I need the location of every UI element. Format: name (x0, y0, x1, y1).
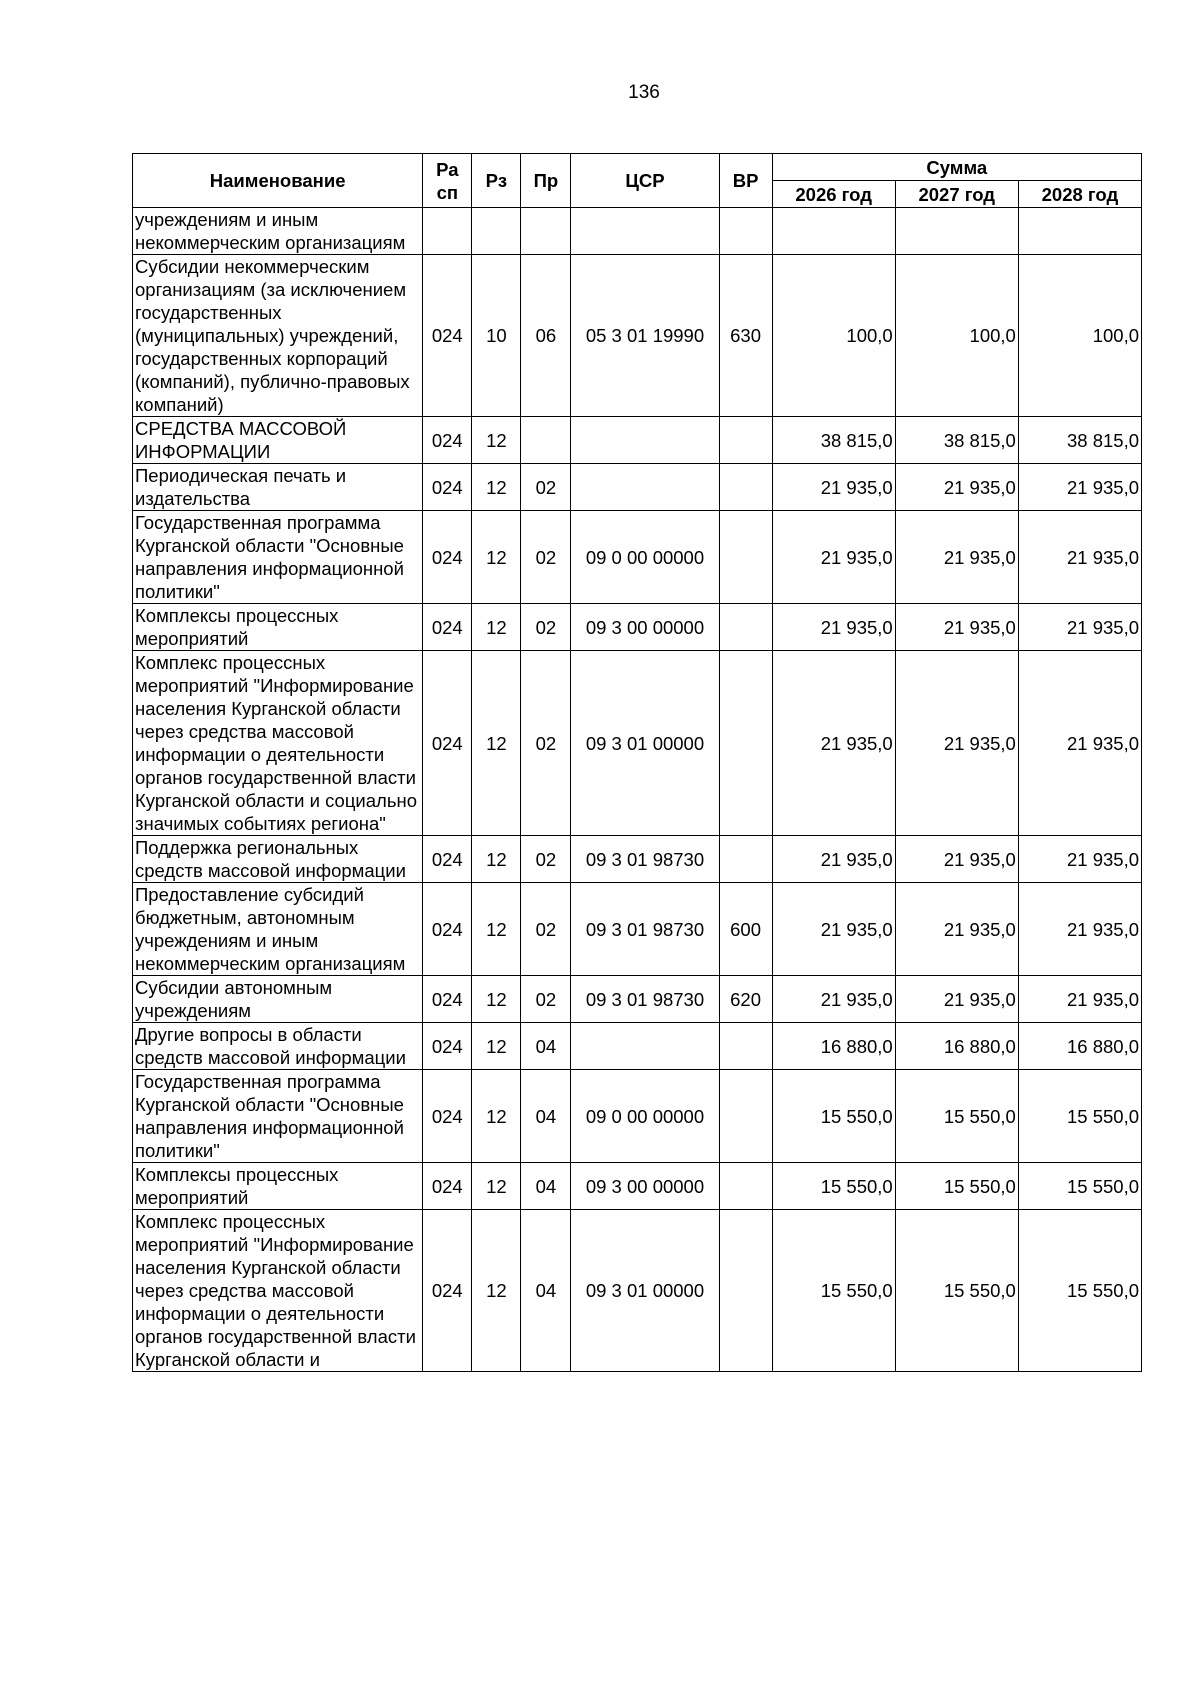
cell-rz: 12 (472, 976, 521, 1023)
cell-vr (719, 511, 772, 604)
cell-sum-2026: 21 935,0 (772, 651, 895, 836)
cell-vr (719, 464, 772, 511)
table-row (133, 1070, 1142, 1163)
cell-name: Субсидии некоммерческим организациям (за исключением государственных (муниципальных) учреждений, государственных корпораций (компаний), публично-правовых компаний) (133, 255, 423, 417)
cell-rz: 10 (472, 255, 521, 417)
cell-rz: 12 (472, 1163, 521, 1210)
cell-sum-2027: 21 935,0 (895, 836, 1018, 883)
header-rz: Рз (472, 154, 521, 208)
cell-name: Комплексы процессных мероприятий (133, 1163, 423, 1210)
header-year-2028: 2028 год (1018, 181, 1141, 208)
cell-csr: 09 0 00 00000 (571, 1070, 719, 1163)
table-row (133, 1023, 1142, 1070)
cell-rasp: 024 (423, 1163, 472, 1210)
cell-sum-2028: 38 815,0 (1018, 417, 1141, 464)
cell-sum-2026: 15 550,0 (772, 1070, 895, 1163)
cell-rasp: 024 (423, 417, 472, 464)
cell-csr: 09 3 01 98730 (571, 836, 719, 883)
cell-sum-2028: 21 935,0 (1018, 604, 1141, 651)
cell-vr (719, 1070, 772, 1163)
cell-name: Комплекс процессных мероприятий "Информирование населения Курганской области через средства массовой информации о деятельности органов государственной власти Курганской области и (133, 1210, 423, 1372)
cell-csr (571, 1023, 719, 1070)
cell-rasp: 024 (423, 511, 472, 604)
cell-sum-2028: 21 935,0 (1018, 511, 1141, 604)
cell-vr: 630 (719, 255, 772, 417)
cell-pr: 04 (521, 1163, 571, 1210)
cell-vr (719, 836, 772, 883)
table-body (133, 208, 1142, 1372)
cell-sum-2027: 21 935,0 (895, 976, 1018, 1023)
table-row (133, 511, 1142, 604)
cell-vr (719, 417, 772, 464)
cell-pr (521, 208, 571, 255)
cell-sum-2026: 21 935,0 (772, 604, 895, 651)
header-name: Наименование (133, 154, 423, 208)
cell-rasp: 024 (423, 976, 472, 1023)
cell-sum-2027: 21 935,0 (895, 464, 1018, 511)
header-pr: Пр (521, 154, 571, 208)
cell-vr (719, 1210, 772, 1372)
cell-rz: 12 (472, 604, 521, 651)
cell-sum-2028: 15 550,0 (1018, 1070, 1141, 1163)
cell-name: Государственная программа Курганской области "Основные направления информационной политики" (133, 511, 423, 604)
cell-csr: 09 3 01 00000 (571, 1210, 719, 1372)
cell-name: Комплексы процессных мероприятий (133, 604, 423, 651)
cell-sum-2027: 21 935,0 (895, 883, 1018, 976)
cell-sum-2026: 21 935,0 (772, 883, 895, 976)
cell-rz: 12 (472, 1070, 521, 1163)
header-sum: Сумма (772, 154, 1141, 181)
cell-rasp: 024 (423, 604, 472, 651)
cell-sum-2027: 15 550,0 (895, 1210, 1018, 1372)
cell-rasp: 024 (423, 464, 472, 511)
cell-sum-2028: 15 550,0 (1018, 1210, 1141, 1372)
cell-sum-2027: 15 550,0 (895, 1070, 1018, 1163)
cell-csr (571, 417, 719, 464)
cell-sum-2028: 21 935,0 (1018, 464, 1141, 511)
cell-csr: 09 3 01 98730 (571, 883, 719, 976)
cell-vr (719, 208, 772, 255)
cell-name: Поддержка региональных средств массовой информации (133, 836, 423, 883)
cell-rz: 12 (472, 1210, 521, 1372)
cell-pr: 02 (521, 604, 571, 651)
table-row (133, 604, 1142, 651)
cell-sum-2028: 21 935,0 (1018, 883, 1141, 976)
table-row (133, 1163, 1142, 1210)
cell-sum-2027: 100,0 (895, 255, 1018, 417)
cell-csr: 09 3 01 00000 (571, 651, 719, 836)
cell-rasp: 024 (423, 1070, 472, 1163)
table-row (133, 1210, 1142, 1372)
cell-csr (571, 464, 719, 511)
cell-rz: 12 (472, 1023, 521, 1070)
cell-vr: 620 (719, 976, 772, 1023)
cell-pr: 06 (521, 255, 571, 417)
cell-vr (719, 604, 772, 651)
cell-pr: 04 (521, 1023, 571, 1070)
cell-sum-2027: 21 935,0 (895, 651, 1018, 836)
cell-sum-2028: 21 935,0 (1018, 836, 1141, 883)
cell-rasp: 024 (423, 255, 472, 417)
table-row (133, 651, 1142, 836)
header-vr: ВР (719, 154, 772, 208)
cell-vr (719, 1023, 772, 1070)
cell-sum-2026: 21 935,0 (772, 464, 895, 511)
cell-csr: 09 3 01 98730 (571, 976, 719, 1023)
cell-name: СРЕДСТВА МАССОВОЙ ИНФОРМАЦИИ (133, 417, 423, 464)
cell-pr: 02 (521, 651, 571, 836)
cell-sum-2028 (1018, 208, 1141, 255)
cell-pr: 02 (521, 836, 571, 883)
table-row (133, 417, 1142, 464)
cell-sum-2026: 100,0 (772, 255, 895, 417)
cell-name: Предоставление субсидий бюджетным, автономным учреждениям и иным некоммерческим организациям (133, 883, 423, 976)
cell-sum-2028: 15 550,0 (1018, 1163, 1141, 1210)
table-row (133, 883, 1142, 976)
cell-name: Субсидии автономным учреждениям (133, 976, 423, 1023)
cell-sum-2026: 15 550,0 (772, 1210, 895, 1372)
cell-sum-2027: 16 880,0 (895, 1023, 1018, 1070)
cell-sum-2026: 16 880,0 (772, 1023, 895, 1070)
table-row (133, 976, 1142, 1023)
header-csr: ЦСР (571, 154, 719, 208)
cell-sum-2026 (772, 208, 895, 255)
cell-csr: 09 0 00 00000 (571, 511, 719, 604)
cell-rz (472, 208, 521, 255)
cell-name: Периодическая печать и издательства (133, 464, 423, 511)
cell-sum-2027: 21 935,0 (895, 604, 1018, 651)
cell-pr: 02 (521, 511, 571, 604)
cell-csr: 05 3 01 19990 (571, 255, 719, 417)
cell-sum-2026: 21 935,0 (772, 511, 895, 604)
cell-pr: 02 (521, 464, 571, 511)
cell-rasp: 024 (423, 883, 472, 976)
cell-sum-2026: 21 935,0 (772, 976, 895, 1023)
cell-rz: 12 (472, 417, 521, 464)
page-number: 136 (628, 82, 660, 103)
cell-pr: 02 (521, 976, 571, 1023)
cell-name: Комплекс процессных мероприятий "Информирование населения Курганской области через средства массовой информации о деятельности органов государственной власти Курганской области и социально значимых событиях региона" (133, 651, 423, 836)
cell-name: Государственная программа Курганской области "Основные направления информационной политики" (133, 1070, 423, 1163)
header-rasp: Ра сп (423, 154, 472, 208)
header-year-2027: 2027 год (895, 181, 1018, 208)
cell-sum-2028: 16 880,0 (1018, 1023, 1141, 1070)
cell-pr: 04 (521, 1210, 571, 1372)
cell-csr (571, 208, 719, 255)
cell-rz: 12 (472, 651, 521, 836)
table-row (133, 464, 1142, 511)
cell-sum-2028: 21 935,0 (1018, 976, 1141, 1023)
cell-pr: 02 (521, 883, 571, 976)
budget-table (132, 153, 1142, 1372)
header-year-2026: 2026 год (772, 181, 895, 208)
cell-rasp: 024 (423, 651, 472, 836)
cell-sum-2026: 21 935,0 (772, 836, 895, 883)
cell-rasp: 024 (423, 1023, 472, 1070)
cell-rz: 12 (472, 511, 521, 604)
cell-name: учреждениям и иным некоммерческим организациям (133, 208, 423, 255)
cell-pr (521, 417, 571, 464)
cell-name: Другие вопросы в области средств массовой информации (133, 1023, 423, 1070)
cell-rz: 12 (472, 836, 521, 883)
cell-pr: 04 (521, 1070, 571, 1163)
cell-sum-2028: 100,0 (1018, 255, 1141, 417)
table-row (133, 255, 1142, 417)
cell-vr: 600 (719, 883, 772, 976)
table-row (133, 836, 1142, 883)
table-row (133, 208, 1142, 255)
cell-sum-2026: 15 550,0 (772, 1163, 895, 1210)
cell-sum-2026: 38 815,0 (772, 417, 895, 464)
cell-sum-2027: 38 815,0 (895, 417, 1018, 464)
cell-sum-2028: 21 935,0 (1018, 651, 1141, 836)
cell-vr (719, 651, 772, 836)
cell-rz: 12 (472, 883, 521, 976)
cell-rasp (423, 208, 472, 255)
cell-vr (719, 1163, 772, 1210)
cell-sum-2027: 21 935,0 (895, 511, 1018, 604)
cell-sum-2027 (895, 208, 1018, 255)
table-header (133, 154, 1142, 208)
cell-sum-2027: 15 550,0 (895, 1163, 1018, 1210)
cell-rasp: 024 (423, 1210, 472, 1372)
cell-rz: 12 (472, 464, 521, 511)
cell-csr: 09 3 00 00000 (571, 604, 719, 651)
cell-rasp: 024 (423, 836, 472, 883)
cell-csr: 09 3 00 00000 (571, 1163, 719, 1210)
